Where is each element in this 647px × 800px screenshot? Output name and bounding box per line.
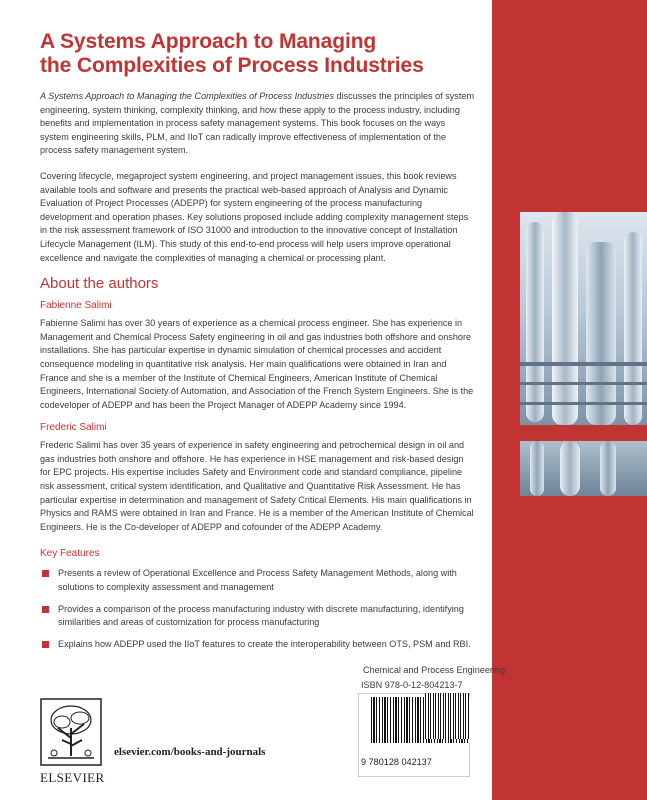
intro-book-title: A Systems Approach to Managing the Complexities of Process Industries — [40, 91, 335, 101]
author-name-2: Frederic Salimi — [40, 422, 107, 434]
title-line-2: the Complexities of Process Industries — [40, 54, 424, 77]
key-feature-item — [40, 567, 476, 594]
key-feature-text: Presents a review of Operational Excellence and Process Safety Management Methods, along with solutions to complexity assessment and management — [58, 568, 457, 593]
about-authors-heading: About the authors — [40, 275, 159, 293]
intro-text: discusses the principles of system engineering, system thinking, complexity thinking, and how these apply to the process industry, including benefits and implementation in process safety management systems. This book focuses on the ways system engineering skills, PLM, and IIoT can radically improve effectiveness of implementation of the process safety management system. — [40, 91, 475, 156]
isbn-label: ISBN 978-0-12-804213-7 — [361, 680, 463, 690]
publisher-website-link[interactable]: elsevier.com/books-and-journals — [114, 746, 266, 758]
intro-paragraph — [40, 90, 476, 158]
barcode-addon-icon — [425, 693, 469, 739]
author-name-1: Fabienne Salimi — [40, 300, 112, 312]
key-feature-text: Explains how ADEPP used the IIoT features to create the interoperability between OTS, PSM and RBI. — [58, 638, 471, 649]
publisher-name: ELSEVIER — [40, 770, 105, 785]
square-bullet-icon — [42, 570, 49, 577]
industrial-pipes-photo — [520, 212, 647, 425]
title-line-1: A Systems Approach to Managing — [40, 30, 377, 53]
key-feature-item — [40, 638, 476, 652]
author-bio-1: Fabienne Salimi has over 30 years of experience as a chemical process engineer. She has experience in Management and Chemical Process Safety engineering in oil and gas industries both offshore and onshore installations. She has particular expertise in dynamic simulation of chemical processes and accident consequence modeling in quantitative risk analysis. Her main qualifications were obtained in Iran and France and she is a member of the Institute of Chemical Engineers, American Institute of Chemical Engineers, International Society of Automation, and Association of the French System Engineers. She is the codeveloper of ADEPP and has been the Project Manager of ADEPP Academy since 1994. — [40, 318, 474, 410]
key-features-heading: Key Features — [40, 548, 100, 560]
book-title — [40, 30, 492, 78]
author-bio-2: Frederic Salimi has over 35 years of experience in safety engineering and petrochemical design in oil and gas industries both onshore and offshore. He has experience in HSE management and risk-based design for EPC projects. His expertise includes Safety and Environment code and standard compliance, pipeline risk assessment, critical system identification, and Qualitative and Quantitative Risk Assessment. He has particular expertise in determination and management of Safety Critical Elements. His main qualifications in Physics and RAMS were obtained in Iran and France. He is a member of the American Institute of Chemical Engineers. He is the Co-developer of ADEPP and cofounder of the ADEPP Academy. — [40, 440, 474, 532]
square-bullet-icon — [42, 641, 49, 648]
key-feature-item — [40, 603, 476, 630]
barcode-digits: 9 780128 042137 — [361, 757, 432, 767]
description-paragraph: Covering lifecycle, megaproject system engineering, and project management issues, this book reviews available tools and software and presents the practical web-based approach of Analysis and Dynamic Evaluation of Project Processes (ADEPP) for system engineering of the process manufacturing development and operation phases. Key solutions proposed include adding complexity management steps in the risk assessment framework of ISO 31000 and introduction to the innovative concept of Installation Lifecycle Management (ILM). This study of this end-to-end process will help users improve operational excellence and navigate the complexities of managing a chemical or processing plant. — [40, 170, 469, 263]
square-bullet-icon — [42, 606, 49, 613]
key-feature-text: Provides a comparison of the process manufacturing industry with discrete manufacturing, identifying similarities and areas of customization for process manufacturing — [58, 603, 464, 628]
elsevier-tree-logo-icon — [40, 698, 102, 766]
subject-category: Chemical and Process Engineering — [363, 665, 506, 675]
industrial-detail-photo — [520, 441, 647, 496]
